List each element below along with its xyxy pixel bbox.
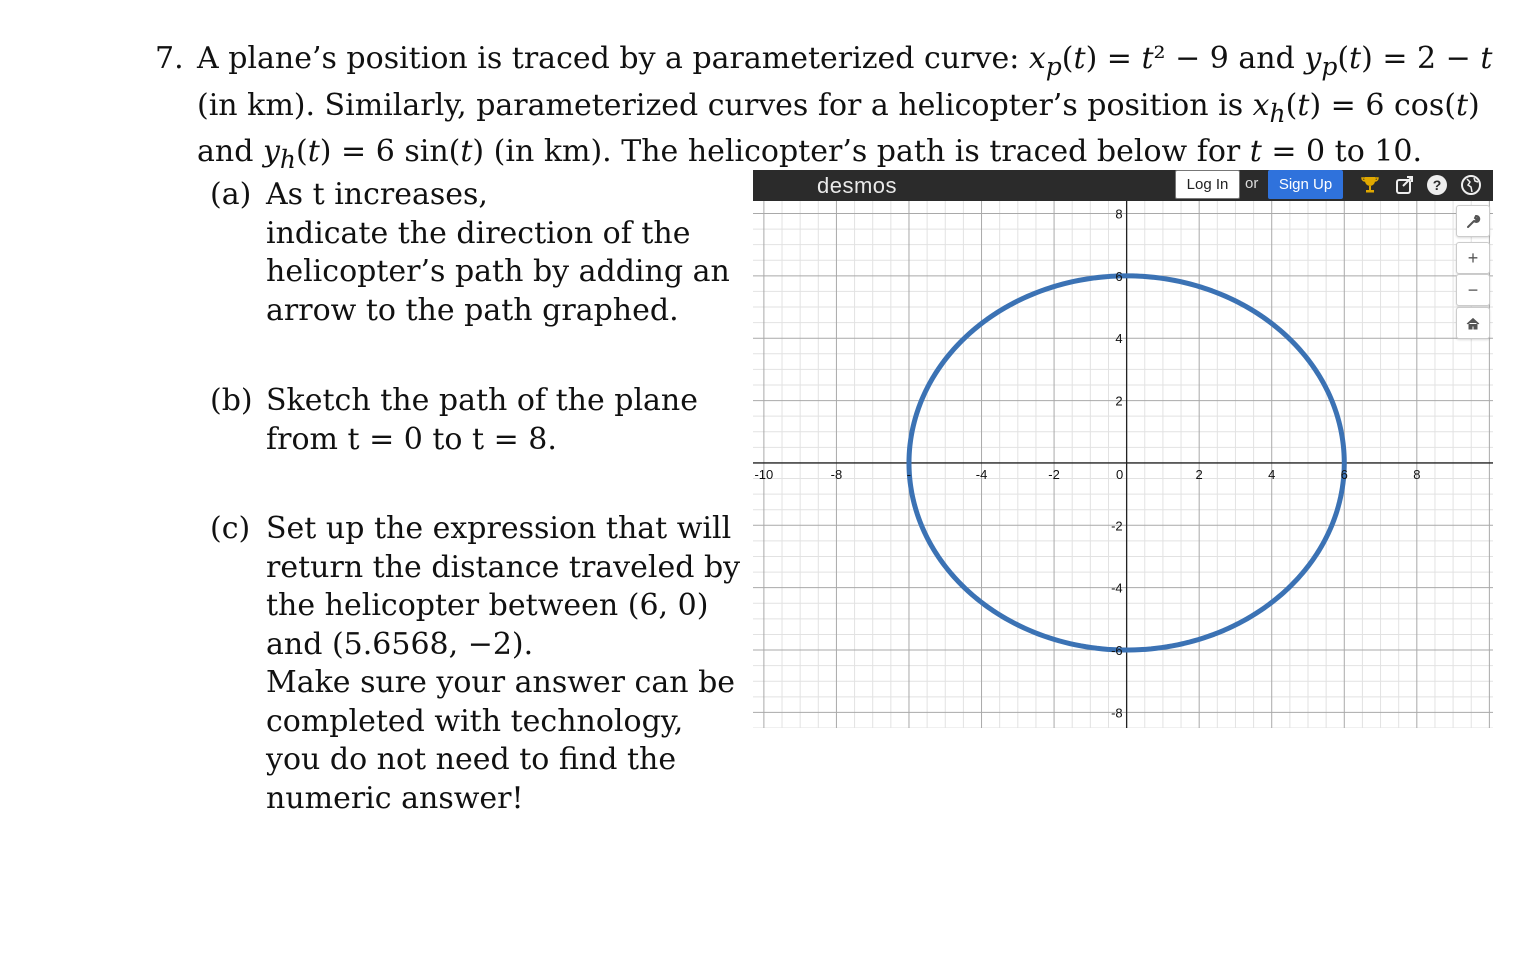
y-tick-label: 4 xyxy=(1115,331,1123,347)
settings-button[interactable] xyxy=(1456,205,1490,237)
zoom-in-icon: + xyxy=(1467,248,1479,268)
zoom-out-button[interactable] xyxy=(1456,274,1490,306)
signup-button[interactable]: Sign Up xyxy=(1268,170,1343,199)
part-c-label: (c) xyxy=(210,511,251,546)
part-c-line: and (5.6568, −2). xyxy=(266,626,534,662)
part-b-label: (b) xyxy=(210,383,253,418)
y-tick-label: 6 xyxy=(1115,268,1123,284)
part-a-label: (a) xyxy=(210,177,252,212)
x-tick-label: -8 xyxy=(830,466,843,482)
problem-line-2: (in km). Similarly, parameterized curves for a helicopter’s position is $x_h(t) = 6$ cos(t) xyxy=(197,87,1480,128)
x-tick-label: -2 xyxy=(1048,466,1060,482)
globe-icon[interactable] xyxy=(1460,174,1482,196)
y-tick-label: -6 xyxy=(1111,643,1123,659)
svg-text:?: ? xyxy=(1432,177,1442,193)
zoom-in-button[interactable] xyxy=(1456,242,1490,274)
x-tick-label: 0 xyxy=(1116,466,1124,482)
x-tick-label: 2 xyxy=(1195,466,1203,482)
part-a-line: helicopter’s path by adding an xyxy=(266,254,730,289)
part-c-line: Make sure your answer can be xyxy=(266,665,736,700)
desmos-logo: desmos xyxy=(817,173,898,198)
graph-paper[interactable] xyxy=(753,201,1493,728)
x-tick-label: -4 xyxy=(975,466,988,482)
part-c-line: you do not need to find the xyxy=(266,742,677,777)
desmos-header xyxy=(753,170,1493,201)
home-button[interactable] xyxy=(1456,307,1490,339)
share-icon[interactable] xyxy=(1394,174,1416,196)
home-icon xyxy=(1466,313,1480,333)
login-button[interactable]: Log In xyxy=(1175,170,1240,199)
trophy-icon[interactable] xyxy=(1359,174,1381,196)
part-c-line: return the distance traveled by xyxy=(266,549,741,585)
wrench-icon xyxy=(1465,211,1481,231)
y-tick-label: -4 xyxy=(1111,580,1123,596)
y-tick-label: 8 xyxy=(1115,206,1123,222)
part-a-line: arrow to the path graphed. xyxy=(266,292,679,328)
problem-number: 7. xyxy=(155,41,184,76)
part-c-line: completed with technology, xyxy=(266,703,684,739)
or-label: or xyxy=(1245,175,1259,192)
help-icon[interactable] xyxy=(1426,174,1448,196)
part-a-line: As t increases, xyxy=(266,177,488,212)
y-tick-label: -8 xyxy=(1111,705,1123,721)
part-b-line: from t = 0 to t = 8. xyxy=(266,421,557,457)
zoom-out-icon: − xyxy=(1467,280,1479,300)
part-c-line: numeric answer! xyxy=(266,780,524,816)
x-tick-label: 4 xyxy=(1268,466,1276,482)
part-c-line: Set up the expression that will xyxy=(266,511,732,546)
x-tick-label: - xyxy=(906,466,912,482)
x-tick-label: 6 xyxy=(1340,466,1348,482)
problem-line-1: A plane’s position is traced by a parameterized curve: $x_p(t) = t^2 - 9$ and $y_p(t) = 2 - t$ xyxy=(197,41,1493,81)
x-tick-label: -10 xyxy=(754,466,774,482)
x-tick-label: 8 xyxy=(1413,466,1421,482)
desmos-calculator xyxy=(753,170,1493,728)
graph-canvas[interactable] xyxy=(753,201,1493,728)
problem-line-3: and $y_h(t) = 6$ sin(t) (in km). The helicopter’s path is traced below for t = 0 to 10. xyxy=(197,134,1423,174)
part-a-line: indicate the direction of the xyxy=(266,215,691,251)
part-b-line: Sketch the path of the plane xyxy=(266,383,698,418)
part-c-line: the helicopter between (6, 0) xyxy=(266,588,709,623)
y-tick-label: -2 xyxy=(1111,518,1123,534)
y-tick-label: 2 xyxy=(1115,393,1123,409)
